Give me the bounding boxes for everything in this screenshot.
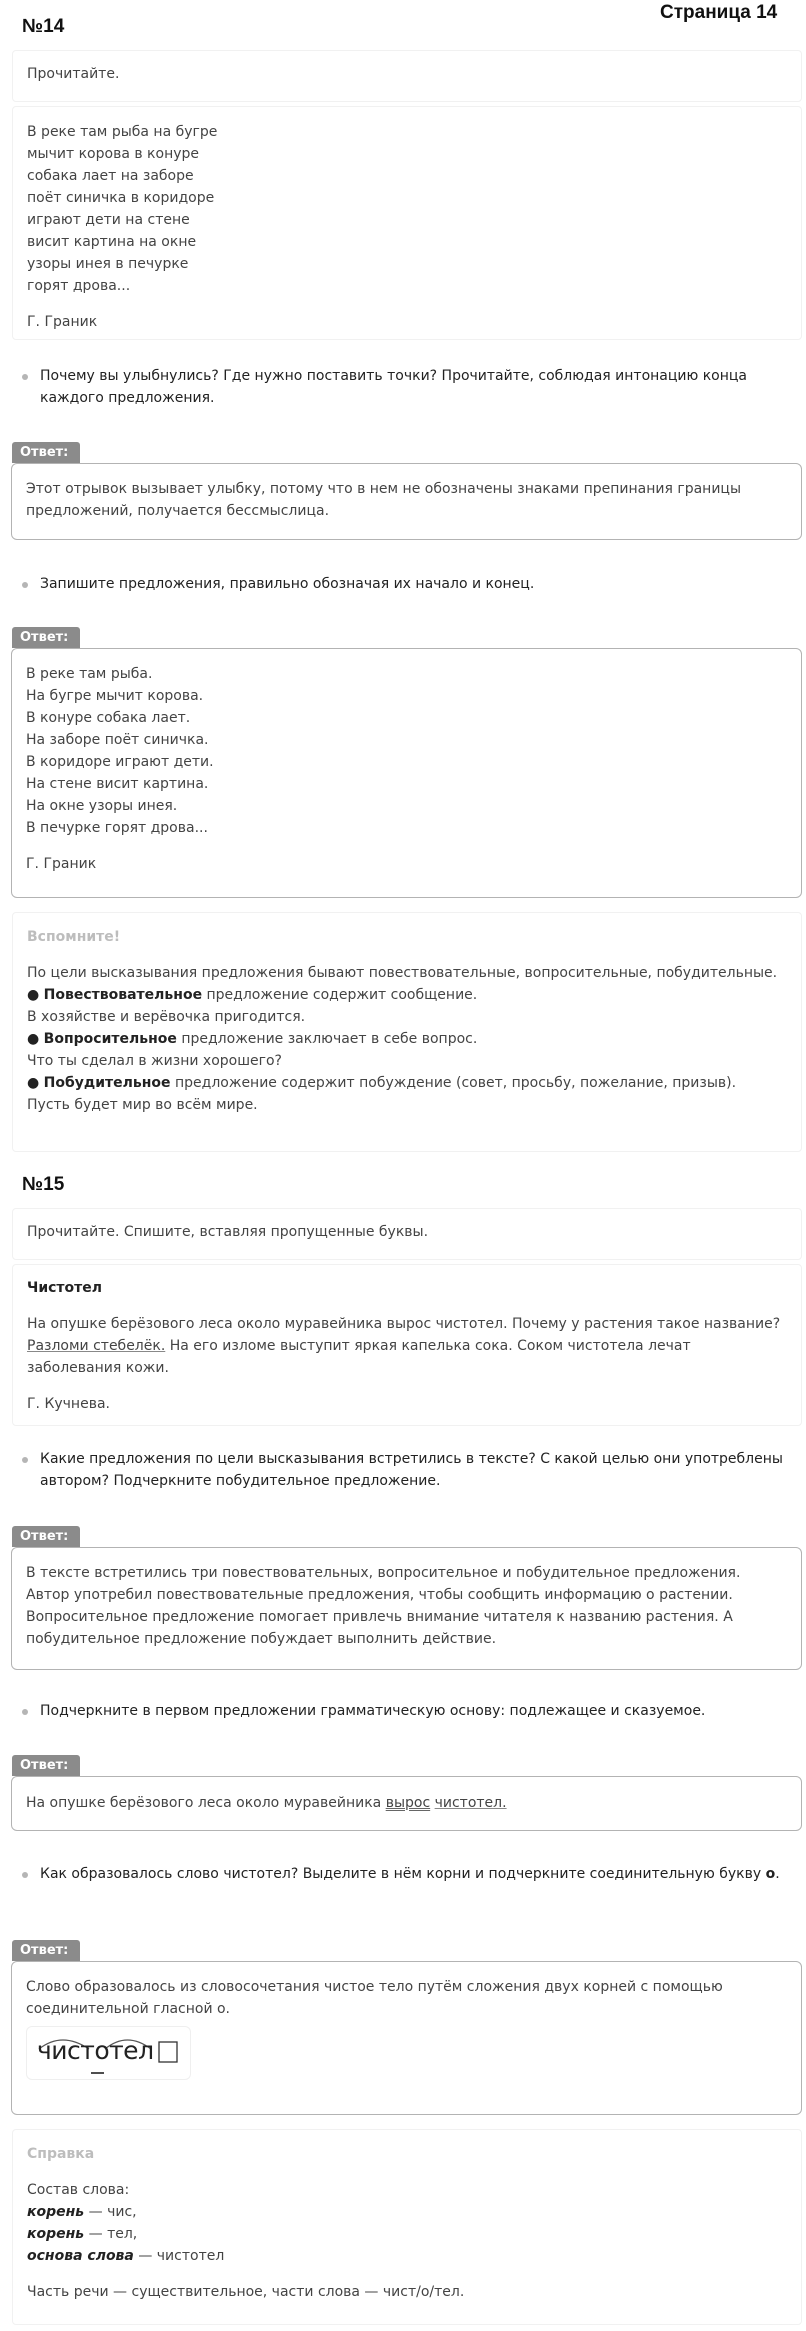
poem-line: горят дрова... bbox=[27, 278, 131, 294]
poem-line: собака лает на заборе bbox=[27, 168, 194, 184]
exercise-14-poem-box bbox=[12, 106, 802, 340]
remember-example: Пусть будет мир во всём мире. bbox=[27, 1097, 258, 1113]
answer-tag: Ответ: bbox=[12, 1526, 80, 1547]
answer-box bbox=[11, 1961, 802, 2115]
definition: предложение содержит сообщение. bbox=[202, 987, 478, 1003]
exercise-15-question-3 bbox=[22, 1863, 792, 1885]
root-2: корень — тел, bbox=[27, 2226, 138, 2242]
answer-tag: Ответ: bbox=[12, 1755, 80, 1776]
exercise-14-question-1 bbox=[22, 365, 792, 409]
answer-author: Г. Граник bbox=[26, 856, 97, 872]
term: Побудительное bbox=[43, 1075, 171, 1091]
composition-label: Состав слова: bbox=[27, 2182, 130, 2198]
remember-example: В хозяйстве и верёвочка пригодится. bbox=[27, 1009, 306, 1025]
underlined-sentence: Разломи стебелёк. bbox=[27, 1338, 166, 1354]
poem-author: Г. Граник bbox=[27, 314, 98, 330]
remember-box bbox=[12, 912, 802, 1152]
remember-intro: По цели высказывания предложения бывают повествовательные, вопросительные, побудительные. bbox=[27, 965, 778, 981]
poem-line: висит картина на окне bbox=[27, 234, 197, 250]
answer-line: В печурке горят дрова... bbox=[26, 820, 208, 836]
exercise-14-number: №14 bbox=[22, 16, 65, 37]
exercise-14-instruction-box bbox=[12, 50, 802, 102]
reference-box bbox=[12, 2129, 802, 2325]
answer-line: На стене висит картина. bbox=[26, 776, 209, 792]
answer-content bbox=[12, 1962, 801, 2099]
answer-box bbox=[11, 463, 802, 540]
remember-item bbox=[27, 1028, 787, 1050]
part-of-speech: Часть речи — существительное, части слова — чист/о/тел. bbox=[27, 2284, 465, 2300]
exercise-14-instruction: Прочитайте. bbox=[27, 66, 120, 82]
poem-line: мычит корова в конуре bbox=[27, 146, 200, 162]
reference-title: Справка bbox=[27, 2146, 95, 2162]
text-paragraph: На опушке берёзового леса около муравейника вырос чистотел. Почему у растения такое название? Разломи стебелёк. На его изломе выступит яркая капелька сока. Соком чистотела лечат заболевания кожи. bbox=[27, 1316, 781, 1376]
bullet-icon: ● bbox=[27, 987, 40, 1003]
remember-item bbox=[27, 1072, 787, 1094]
question-text: Запишите предложения, правильно обозначая их начало и конец. bbox=[40, 576, 535, 592]
text-title: Чистотел bbox=[27, 1280, 103, 1296]
text-author: Г. Кучнева. bbox=[27, 1396, 110, 1412]
definition: предложение заключает в себе вопрос. bbox=[176, 1031, 478, 1047]
answer-line: На окне узоры инея. bbox=[26, 798, 178, 814]
question-text: Как образовалось слово чистотел? Выделите в нём корни и подчеркните соединительную букву о. bbox=[40, 1866, 780, 1882]
exercise-15-number: №15 bbox=[22, 1174, 65, 1195]
predicate: вырос bbox=[385, 1795, 431, 1811]
exercise-15-instruction: Прочитайте. Спишите, вставляя пропущенные буквы. bbox=[27, 1224, 429, 1240]
subject: чистотел. bbox=[434, 1795, 507, 1811]
question-text: Подчеркните в первом предложении грамматическую основу: подлежащее и сказуемое. bbox=[40, 1703, 706, 1719]
poem-line: узоры инея в печурке bbox=[27, 256, 189, 272]
poem-line: В реке там рыба на бугре bbox=[27, 124, 218, 140]
answer-line: В коридоре играют дети. bbox=[26, 754, 214, 770]
answer-box bbox=[11, 1547, 802, 1670]
exercise-15-question-1 bbox=[22, 1448, 792, 1492]
term: Вопросительное bbox=[43, 1031, 177, 1047]
bullet-icon: ● bbox=[27, 1031, 40, 1047]
answer-box bbox=[11, 1776, 802, 1831]
answer-lines bbox=[12, 649, 801, 887]
connecting-letter: о bbox=[765, 1866, 776, 1882]
bullet-icon: ● bbox=[27, 1075, 40, 1091]
reference-content bbox=[13, 2130, 801, 2315]
word-stem: основа слова — чистотел bbox=[27, 2248, 225, 2264]
remember-title: Вспомните! bbox=[27, 929, 121, 945]
bullet-icon bbox=[22, 1872, 28, 1878]
exercise-15-text-box bbox=[12, 1264, 802, 1426]
bullet-icon bbox=[22, 582, 28, 588]
term: Повествовательное bbox=[43, 987, 203, 1003]
exercise-14-question-2 bbox=[22, 573, 792, 595]
answer-line: В конуре собака лает. bbox=[26, 710, 191, 726]
question-text: Какие предложения по цели высказывания встретились в тексте? С какой целью они употреблены автором? Подчеркните побудительное предложение. bbox=[40, 1451, 783, 1489]
bullet-icon bbox=[22, 1457, 28, 1463]
poem-line: поёт синичка в коридоре bbox=[27, 190, 215, 206]
poem-line: играют дети на стене bbox=[27, 212, 190, 228]
answer-line: На бугре мычит корова. bbox=[26, 688, 204, 704]
root-1: корень — чис, bbox=[27, 2204, 137, 2220]
answer-text: Слово образовалось из словосочетания чистое тело путём сложения двух корней с помощью соединительной гласной о. bbox=[26, 1979, 723, 2017]
definition: предложение содержит побуждение (совет, просьбу, пожелание, призыв). bbox=[170, 1075, 737, 1091]
answer-line: На заборе поёт синичка. bbox=[26, 732, 209, 748]
answer-text: В тексте встретились три повествовательных, вопросительное и побудительное предложения. Автор употребил повествовательные предложения, чтобы сообщить информацию о растении. Вопросительное предложение помогает привлечь внимание читателя к названию растения. А побудительное предложение побуждает выполнить действие. bbox=[26, 1565, 741, 1647]
exercise-15-instruction-box bbox=[12, 1208, 802, 1260]
answer-tag: Ответ: bbox=[12, 627, 80, 648]
text-content bbox=[13, 1265, 801, 1427]
answer-tag: Ответ: bbox=[12, 1940, 80, 1961]
morph-word: чистотел bbox=[37, 2036, 154, 2065]
remember-item bbox=[27, 984, 787, 1006]
answer-text: Этот отрывок вызывает улыбку, потому что в нем не обозначены знаками препинания границы предложений, получается бессмыслица. bbox=[26, 481, 741, 519]
exercise-15-question-2 bbox=[22, 1700, 792, 1722]
question-text: Почему вы улыбнулись? Где нужно поставить точки? Прочитайте, соблюдая интонацию конца каждого предложения. bbox=[40, 368, 748, 406]
remember-example: Что ты сделал в жизни хорошего? bbox=[27, 1053, 282, 1069]
page-number: Страница 14 bbox=[660, 2, 778, 23]
answer-tag: Ответ: bbox=[12, 442, 80, 463]
word-morphology-diagram bbox=[26, 2026, 191, 2080]
answer-text: На опушке берёзового леса около муравейника вырос чистотел. bbox=[26, 1795, 507, 1811]
answer-box bbox=[11, 648, 802, 898]
answer-line: В реке там рыба. bbox=[26, 666, 153, 682]
bullet-icon bbox=[22, 374, 28, 380]
poem bbox=[13, 107, 801, 345]
bullet-icon bbox=[22, 1709, 28, 1715]
remember-content bbox=[13, 913, 801, 1128]
